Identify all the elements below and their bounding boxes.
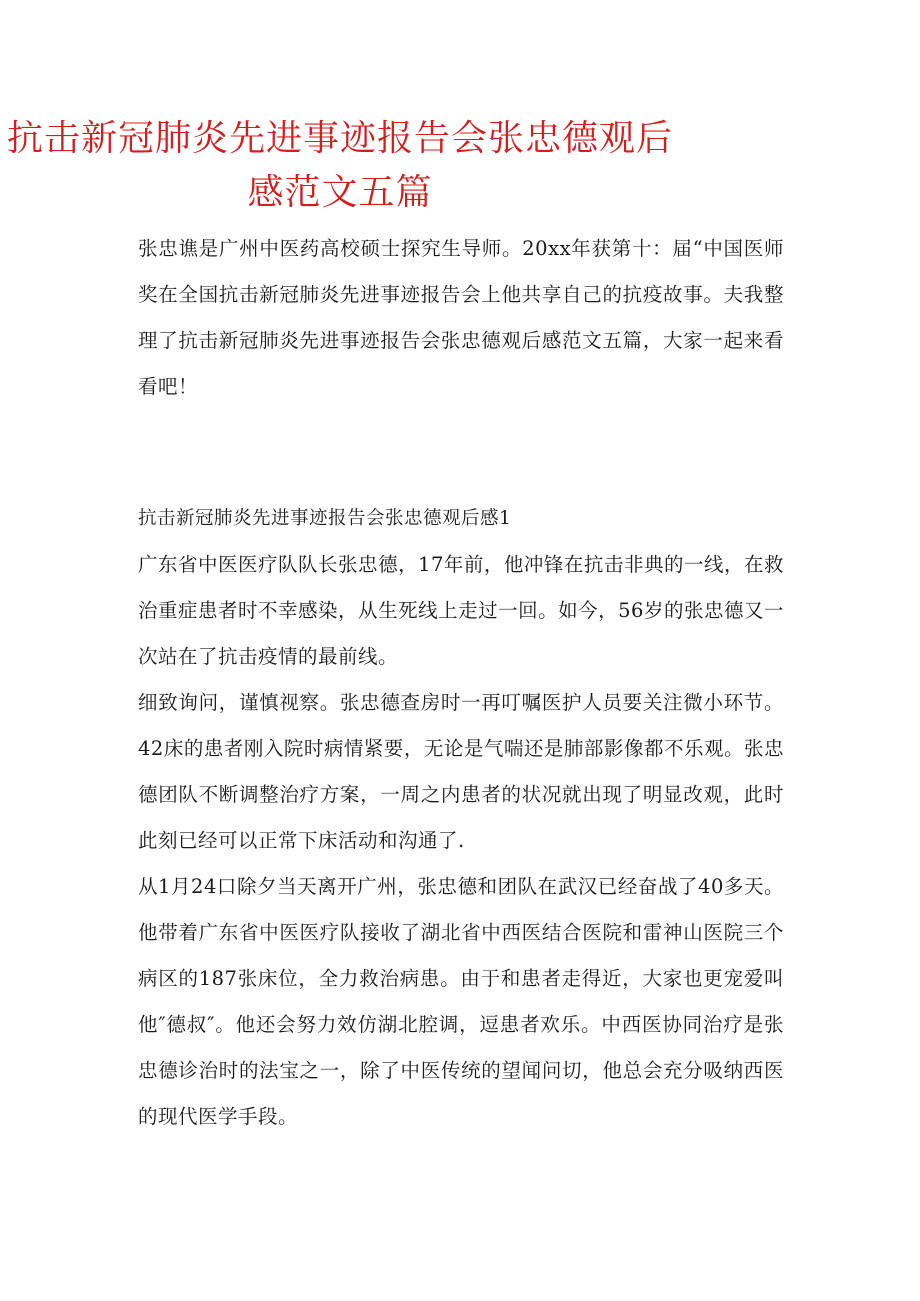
intro-paragraph: 张忠谯是广州中医药高校硕士探究生导师。20xx年获第十：届“中国医师奖在全国抗击新冠肺炎先进事迹报告会上他共享自己的抗疫故事。夫我整理了抗击新冠肺炎先进事迹报告会张忠德观后感范文五篇，大家一起来看看吧！	[138, 237, 784, 398]
body-paragraph-3: 从1月24口除夕当天离开广州，张忠德和团队在武汉已经奋战了40多天。他带着广东省中医医疗队接收了湖北省中西医结合医院和雷神山医院三个病区的187张床位，全力救治病患。由于和患者走得近，大家也更宠爱叫他″德叔″。他还会努力效仿湖北腔调，逗患者欢乐。中西医协同治疗是张忠德诊治时的法宝之一，除了中医传统的望闻问切，他总会充分吸纳西医的现代医学手段。	[138, 875, 784, 1128]
body-paragraph-2: 细致询问，谨慎视察。张忠德查房时一再叮嘱医护人员要关注微小环节。42床的患者刚入院时病情紧要，无论是气喘还是肺部影像都不乐观。张忠德团队不断调整治疗方案，一周之内患者的状况就出现了明显改观，此时此刻已经可以正常下床活动和沟通了.	[138, 691, 784, 852]
section-1	[138, 496, 784, 1140]
document-title: 抗击新冠肺炎先进事迹报告会张忠德观后感范文五篇	[6, 118, 673, 213]
section-heading: 抗击新冠肺炎先进事迹报告会张忠德观后感1	[138, 508, 512, 529]
intro-block	[138, 226, 784, 410]
body-paragraph-1: 广东省中医医疗队队长张忠德，17年前，他冲锋在抗击非典的一线，在救治重症患者时不幸感染，从生死线上走过一回。如今，56岁的张忠德又一次站在了抗击疫情的最前线。	[138, 553, 784, 668]
